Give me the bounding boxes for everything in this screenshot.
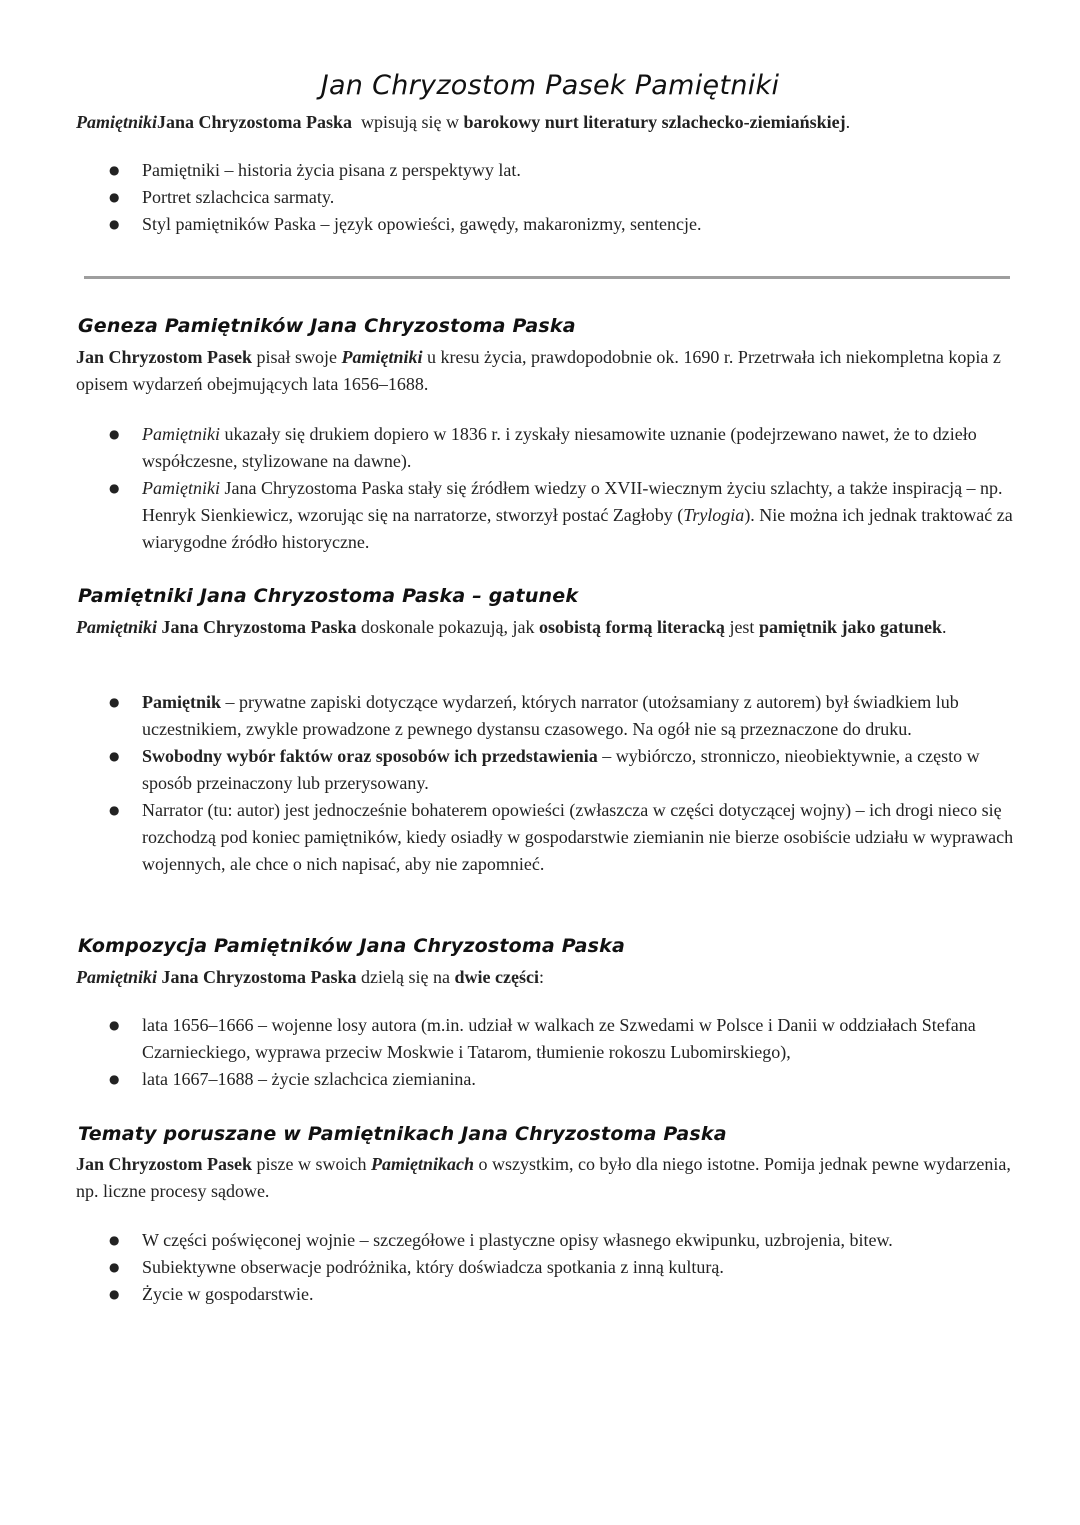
- kompozycja-paragraph: Pamiętniki Jana Chryzostoma Paska dzielą się na dwie części:: [76, 967, 544, 987]
- gatunek-paragraph: Pamiętniki Jana Chryzostoma Paska doskonale pokazują, jak osobistą formą literacką jest pamiętnik jako gatunek.: [76, 617, 947, 637]
- list-item: ● lata 1667–1688 – życie szlachcica ziemianina.: [104, 1066, 1019, 1093]
- list-item: ● Swobodny wybór faktów oraz sposobów ich przedstawienia – wybiórczo, stronniczo, nieobiektywnie, a często w sposób przeinaczony lub przerysowany.: [104, 743, 1019, 797]
- list-item: ● W części poświęconej wojnie – szczegółowe i plastyczne opisy własnego ekwipunku, uzbrojenia, bitew.: [104, 1227, 1019, 1254]
- section-heading-tematy: Tematy poruszane w Pamiętnikach Jana Chryzostoma Paska: [78, 1123, 727, 1145]
- list-item: ● Pamiętniki ukazały się drukiem dopiero w 1836 r. i zyskały niesamowite uznanie (podejrzewano nawet, że to dzieło współczesne, stylizowane na dawne).: [104, 421, 1019, 475]
- intro-bullet-list: [104, 157, 1019, 238]
- list-item: ● Styl pamiętników Paska – język opowieści, gawędy, makaronizmy, sentencje.: [104, 211, 1019, 238]
- section-heading-geneza: Geneza Pamiętników Jana Chryzostoma Paska: [78, 315, 576, 337]
- section-heading-kompozycja: Kompozycja Pamiętników Jana Chryzostoma Paska: [78, 935, 626, 957]
- geneza-paragraph: Jan Chryzostom Pasek pisał swoje Pamiętniki u kresu życia, prawdopodobnie ok. 1690 r. Przetrwała ich niekompletna kopia z opisem wydarzeń obejmujących lata 1656–1688.: [76, 347, 1001, 394]
- list-item: ● Narrator (tu: autor) jest jednocześnie bohaterem opowieści (zwłaszcza w części dotyczącej wojny) – ich drogi nieco się rozchodzą pod koniec pamiętników, kiedy osiadły w gospodarstwie ziemianin nie bierze osobiście udziału w wyprawach wojennych, ale chce o nich napisać, aby nie zapomnieć.: [104, 797, 1019, 878]
- geneza-bullet-list: [104, 421, 1019, 556]
- kompozycja-bullet-list: [104, 1012, 1019, 1093]
- document-title: Jan Chryzostom Pasek Pamiętniki: [320, 70, 780, 101]
- list-item: ● Subiektywne obserwacje podróżnika, który doświadcza spotkania z inną kulturą.: [104, 1254, 1019, 1281]
- list-item: ● Pamiętniki Jana Chryzostoma Paska stały się źródłem wiedzy o XVII-wiecznym życiu szlachty, a także inspiracją – np. Henryk Sienkiewicz, wzorując się na narratorze, stworzył postać Zagłoby (Trylogia). Nie można ich jednak traktować za wiarygodne źródło historyczne.: [104, 475, 1019, 556]
- list-item: ● lata 1656–1666 – wojenne losy autora (m.in. udział w walkach ze Szwedami w Polsce i Danii w oddziałach Stefana Czarnieckiego, wyprawa przeciw Moskwie i Tatarom, tłumienie rokoszu Lubomirskiego),: [104, 1012, 1019, 1066]
- intro-paragraph: PamiętnikiJana Chryzostoma Paska wpisują się w barokowy nurt literatury szlachecko-ziemiańskiej.: [76, 112, 851, 132]
- list-item: ● Życie w gospodarstwie.: [104, 1281, 1019, 1308]
- list-item: ● Portret szlachcica sarmaty.: [104, 184, 1019, 211]
- horizontal-divider: [84, 276, 1010, 279]
- list-item: ● Pamiętniki – historia życia pisana z perspektywy lat.: [104, 157, 1019, 184]
- tematy-bullet-list: [104, 1227, 1019, 1308]
- section-heading-gatunek: Pamiętniki Jana Chryzostoma Paska – gatunek: [78, 585, 579, 607]
- tematy-paragraph: Jan Chryzostom Pasek pisze w swoich Pamiętnikach o wszystkim, co było dla niego istotne. Pomija jednak pewne wydarzenia, np. liczne procesy sądowe.: [76, 1154, 1011, 1201]
- list-item: ● Pamiętnik – prywatne zapiski dotyczące wydarzeń, których narrator (utożsamiany z autorem) był świadkiem lub uczestnikiem, zwykle prowadzone z pewnego dystansu czasowego. Na ogół nie są przeznaczone do druku.: [104, 689, 1019, 743]
- gatunek-bullet-list: [104, 689, 1019, 878]
